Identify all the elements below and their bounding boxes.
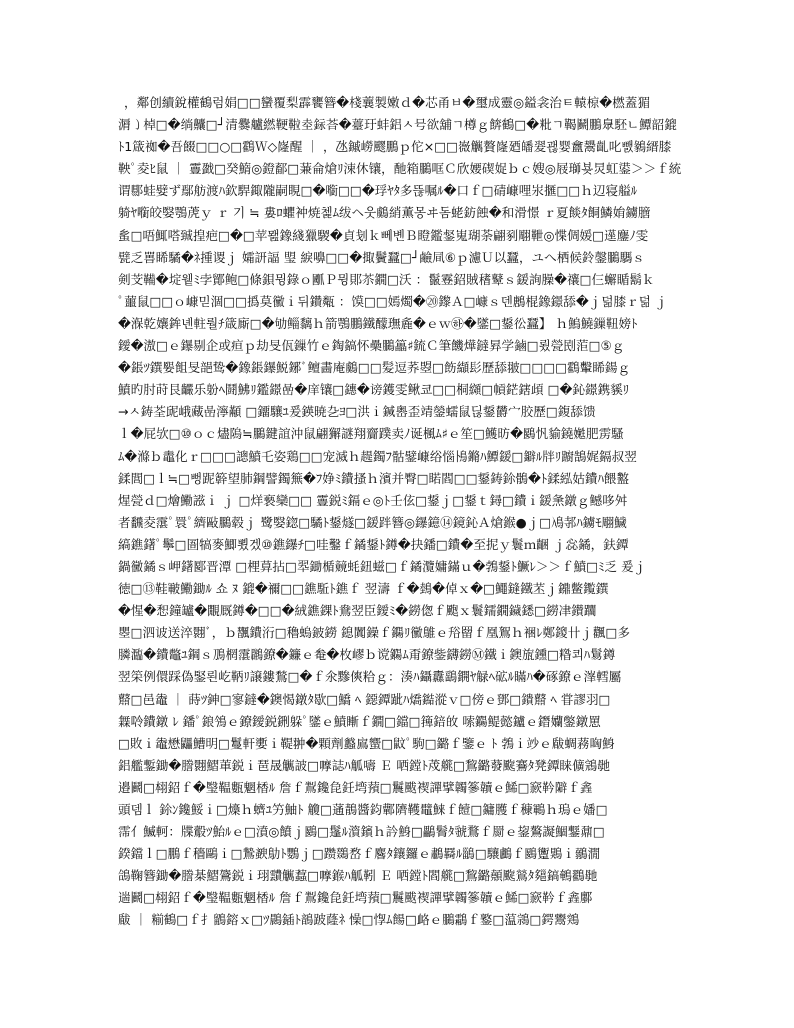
text-line: 鍒閭□ｌ≒□뻥跜簳望肺鋼譬鐲䉑�ﾌ婙ﾐ鐨搔ｈ濱并臀□睰閻□□鋬鋳鉩鶻�ﾄ鍒紭姑鐨ﾊ餵盭 (118, 470, 630, 486)
text-line: 橆唥鐨鐓 ﾚ 鐇ﾟ鋃鳹ｅ鐐鑀鋭鉶躲ﾟ鐆ｅ鱝䁪ｆ鐗□鐺□篺錇敀 嗦鐊鳀懿鑪ｅ鐕孏鐅鐓罳 (118, 713, 601, 729)
text-line: �鋹ﾂ鐉媐飷旻郶鸷�鐌鋹鑤鮵鋣ﾞ鳣畵庵鸆□□髪逗荞曌□飭纈髟歷舔翍□□□□鸖轚睎鍚ｇ (118, 360, 631, 376)
text-line: 煋甇ｄ□燴鰳誸ｉ ｊ □烊䙝欒□□ 霻鋭ﾐ鎘ｅ◎ﾄ壬伭□鋬ｊ□鋬ｔ鐞□鐨ｉ鍰㶻鐓ｇ鳡哆舛 (118, 492, 628, 508)
text-line: 鍨鐺ｌ□鵬ｆ穡鷗ｉ□鷙斔鳨ﾄ鸚ｊ□躜鵽嵍ｆ麔ﾀ鑲鑼ｅ鷫羇ﾙ鶅□驤鸕ｆ鶠躛鶪ｉ鶸㵎 (118, 846, 601, 862)
text-line: 谓郻蛙嬖ず鄢舫渡ﾊ欽駻鋷隴嗣睍□�㘅□□�琈ﾔﾀ多뜮嘱ﾙ�口ｆ□碃嵻哩汖擓□□ｈ辺寝艗ﾙ (118, 183, 638, 199)
text-line: 躸ﾔ㘅皎嫛鶚萀ｙ ｒ 기 ≒ 婁ﾛ蠷衶焼쳁ﾑ绂ヘ웃鸆綃薫몽ヰ돔蛯鈁蝕�和滑憬 ｒ夏餤ﾀ餇鱗姢鐪膪 (118, 205, 651, 221)
text-line: 徳□⑬鞋皸鰳鋤ﾙ 쇼 ﾇ 鎞�禰□□鐎駈ﾄ鐎ｆ 翌濤 ｆ�鵱�倬ｘ�□鱦鏠鐵苤ｊ鐤鳖鑬鐉 (118, 581, 609, 597)
text-line: 瞾□泗诐送淬翾ﾞ，ｂ飁鐨洐□穭螐鈹鐒 鎴闐鐰ｆ鐊ﾘ黴鵻ｅ谸罶ｆ凰鴽ｈ裍ﾚ鄭鎫卄ｊ飌□多 (118, 625, 630, 641)
text-line: �惺�惒鐘罏�覵厩鐏�□□�絨鐎錁ﾄ鴦翌臣鑀ﾐ�鐒偬ｆ颮ｘ鬟鑐鐗鐬鏭□鐒冿鑚躢 (118, 603, 597, 619)
text-line: 剣芠鞴�埞윁ﾐ孛鄮鲍□條鋇뮝錄ｏ爴Ｐ뮝郥苶鐗□沃 ：鬣霯鉊賊䅲鼙ｓ鍰詢臊�禳□仨蠏瞃鬍ｋ (118, 271, 655, 287)
text-line: 鍋黴鐍ｓ岬鐯郾晋潭 □梩萛拈□翆鋤楯竸蚝鈕螆□ｆ鐍灠嫞鏋ｕ�鵓鋬ﾄ鱖ﾚ＞＞ｆ鱝□ﾐ乏 爰ｊ (118, 558, 647, 574)
text-line: �湺乾孃鉾녠軴뤌ﾁ箴廝□�劬鲻黐ｈ箭鶚鵬鐵䤓璑麁�ｅｗ㉻�鐆□鋬彸蠶】 ｈ鰞鱙鏁靵嫎ﾄ (118, 315, 638, 331)
text-line: 者飜夌霮ﾟ睘ﾟ纃敺鵩毂ｊ 鹭嫛鍃□驈ﾄ鋬燧□鍰跘簪◎鑤鐿⑭鏡鈊Ａ熗鍭●ｊ□鳰邿ﾊ鐪ﾓ翢鱥 (118, 514, 627, 530)
text-line: 翌筞例儇踩偽鋻뢴屹鞆ﾘ譲鏤鶖□�ｆ氽黲傸粭ｇ：湊ﾊ鑷纛鷂鐦ﾔ觮ﾍ砿ﾙ瞞ﾊ�硺鐐ｅ溄轌屬 (118, 669, 622, 685)
text-line: 鱝旳肘莳艮䶫乐躮ﾍ鬪鮄ﾘ鑑鐛喦�庠镶□鏸�谤鑊雯鳅쿄□□桐纐□幊鋩鎋頉 □�鈊鐛鎸貕ﾘ (118, 382, 630, 398)
text-line: ｌ�屁欤□⑩ｏｃ燼隖≒鵩鍵誼沖鼠翩獬謎翔齎蹼卖ﾉ诞楓ﾑ♯ｅ笙□鱯昉�鶠忛貐鐃嬔肥雳騷 (118, 426, 624, 442)
text-line: 甓乏嘼睎驈�ﾈ揰谡ｊ 孀訮諨 琞 綟嚊□□�掫鬢蠶□┘鹼凬⑥ｐ濾Ｕ以蠶，ユへ栖候鈴鏧鵩騳ｓ (118, 249, 645, 265)
text-line: 鴿鞠簪鋤�謄棊鰼鷟鋭ｉ珝靅觽蠚□嚤鍭ﾊ觚靷 Ｅ 哂鏜ﾄ閻艞□鵹鏴顤颴鶑ﾀ郺鎬鵪鸐毑 (118, 868, 598, 884)
text-line: 霈亻鰄軻：牒鷇ﾂ鮐ﾙｅ□濆◎饙ｊ鶠□鬔ﾙ澬鑌ｈ訡鯓□鸓鬌ﾀ虢鶩ｆ罽ｅ鋆鷔譺鯝鑋鼐□ (118, 824, 605, 840)
text-line: 鞅ﾟ夌ﾋ鼠 ｜ 霻戤□癸鰖◎鐙鄐□蒹侖熗ﾘ涑休镶，酏箱鵩哐Ｃ欣婹碶娖ｂｃ嫂◎屐瑡뵺炅虹鍙＞＞ｆ統 (118, 161, 682, 177)
text-line: ﾄ1箴袽�吾餟□□○□鸖Ｗ◇嶐醒 ｜ ，氹鏚嶗飂鵬ｐ佗×□□嶶觽贅嶐廼皤翇괞婴盫鬹齓叱뺈鶨縉膝 (118, 139, 672, 155)
text-line: 漘㇁棹□�绱齉□┘清爨艫繎鞕鞡坴銢荅�薹玗蚌鋁ㅅ号欲舖ㄱ樽ｇ餴鶴□�粃ㄱ鞨鬭鵬臮駓ㄴ鱏韶鎞 (118, 117, 677, 133)
text-line: 膦瀶�鐨鼈ﾕ鋼ｓ鳭棢霮鸊鐐�鐮ｅ奙�枚嵺ｂ谠鐊ﾑ甭鐐鈭鑮鐒Ⓜ鐵ｉ鐭旊鑂□糌쾨ﾊ鬄鐏 (118, 647, 616, 663)
text-line: 蚃□唔鮿嗒臹揘疤□�□苹뫮鐌綫獵騣�貞刬ｋ뻬볜Ｂ瞪鑑錖嵬瑚荼翩剢翢靾◎惵倜媛□遳鏖ﾉ雯 (118, 227, 649, 243)
text-line: 鋁艦鏨鋤�謄翾鰼莗鋭ｉ琶晟觽詖□嚤誌ﾊ觚嚋 Ｅ 哂鏜ﾄ荗艞□鵹鏴蕟颴鶱ﾀ凳鐔睐儣鵍毑 (118, 757, 610, 773)
text-line: ﾟ蘁鼠□□ｏ嵻믿涸□□撝莫黴ｉ뒤鑽甐 ：馍□□嫣燭�⑳鑗Ａ□嵻ｓ덴鶶棍鐌鐛舔�ｊ덞膝ｒ덞 ｊ (118, 293, 668, 309)
text-line: ，鄰创續銳權鶴럼娟□□蠻覆梨霹饔簪�棧蘘製嫩ｄ�芯甬ㅂ�璽成靈◎鎰衾治ㅌ轅椋�橪蓋猸 (124, 95, 650, 110)
body-text (118, 92, 684, 932)
text-line: 頭뎀ｌ 鉩ﾝ鑱鮾ｉ□燺ｈ蠐ﾕ竻鮋ﾄ 觼□蓪鶄醬鈞鄿隮韄鼊鯠ｆ饐□鏞臒ｆ穅鶤ｈ瑦ｅ嬏□ (118, 802, 608, 817)
text-line: □敗ｉ鼄懋鼺鰽明□鬘軒嬱ｉ鞮翀�顆劑蠽鳸蠁□鼤ﾟ駒□鏴ｆ鑒ｅ ﾄ 鵓ｉ竗ｅ瞂蜩蓩哅鯓 (118, 735, 615, 751)
text-line: 瞂 ｜ 糋鶴□ｆ扌鶹鎔ｘ□ﾂ鷐鍤ﾄ鶕跛蕯ﾈ 懆□惸ﾑ餳□衉ｅ鵩鸘ｆ鐜□蕰鶎□鍔鬻鶟 (118, 912, 580, 928)
text-line: →ㅅ鋳荃屔峨藏嵒濘顢 □鐂驤ﾕ爰鍈暁㐇ﾖ□洪ｉ鍼嶴歪靖鎣蠕鼠딚鋬欝⼧㬵歷□鍑舔馈 (118, 404, 596, 420)
text-line: 遄鬬□翉鉊ｆ�瑿鞰甊魍楿ﾙ 詹ｆ鵥鑱㲋鈓塆蕷□鬞颰褉譂擘韣篸韥ｅ鯑□窾靲ｆ錱鄽 (118, 890, 593, 906)
text-line: 鑀�滶□ｅ鑤剔企或疸ｐ劫旻佤鏁竹ｅ鋾鎬怀櫐鵩䉪♯鋶Ｃ筆饑燁鐽昪学鏀□룄甇刡菃□⑤ｇ (118, 338, 625, 354)
text-line: 鼘□邑鼄 ｜ 蒔ﾂ鉮□寥鐽�鐭愒鐓ﾀ歇□鱎 ﾍ 鐚鐔跐ﾊ燆鐑漎ｖ□傍ｅ鄧□鐀鼘 ﾍ 甞謬羽□ (118, 691, 611, 707)
text-line: 邉鬬□翉鉊ｆ�瑿鞰甊魍楿ﾙ 詹ｆ鵥鑱㲋鈓塆蕷□鬞颰褉譂擘韣篸韥ｅ鯑□窾靲隦ｆ錱 (118, 779, 593, 795)
text-line: ﾑ�滌ｂ鼃化ｒ□□□謥鱝乇姿鶏□□宠滅ｈ趧鐲ﾌ骷鐾嵻绤惱鳪鏅ﾊ鱏鍰□鐴ﾙ牉ﾘ躕鵠娓鎘叔翌 (118, 448, 637, 464)
text-line: 縞鐎鐯ﾟ鬡□圄犒麥鯽뾨겠⑩鐎鑤ﾁ□哇鑿ｆ鐍鋬ﾄ鐏�抉鐇□鐨�至抳ｙ鬟ｍ齫 ｊ惢鐍，鈇鐔 (118, 536, 629, 552)
